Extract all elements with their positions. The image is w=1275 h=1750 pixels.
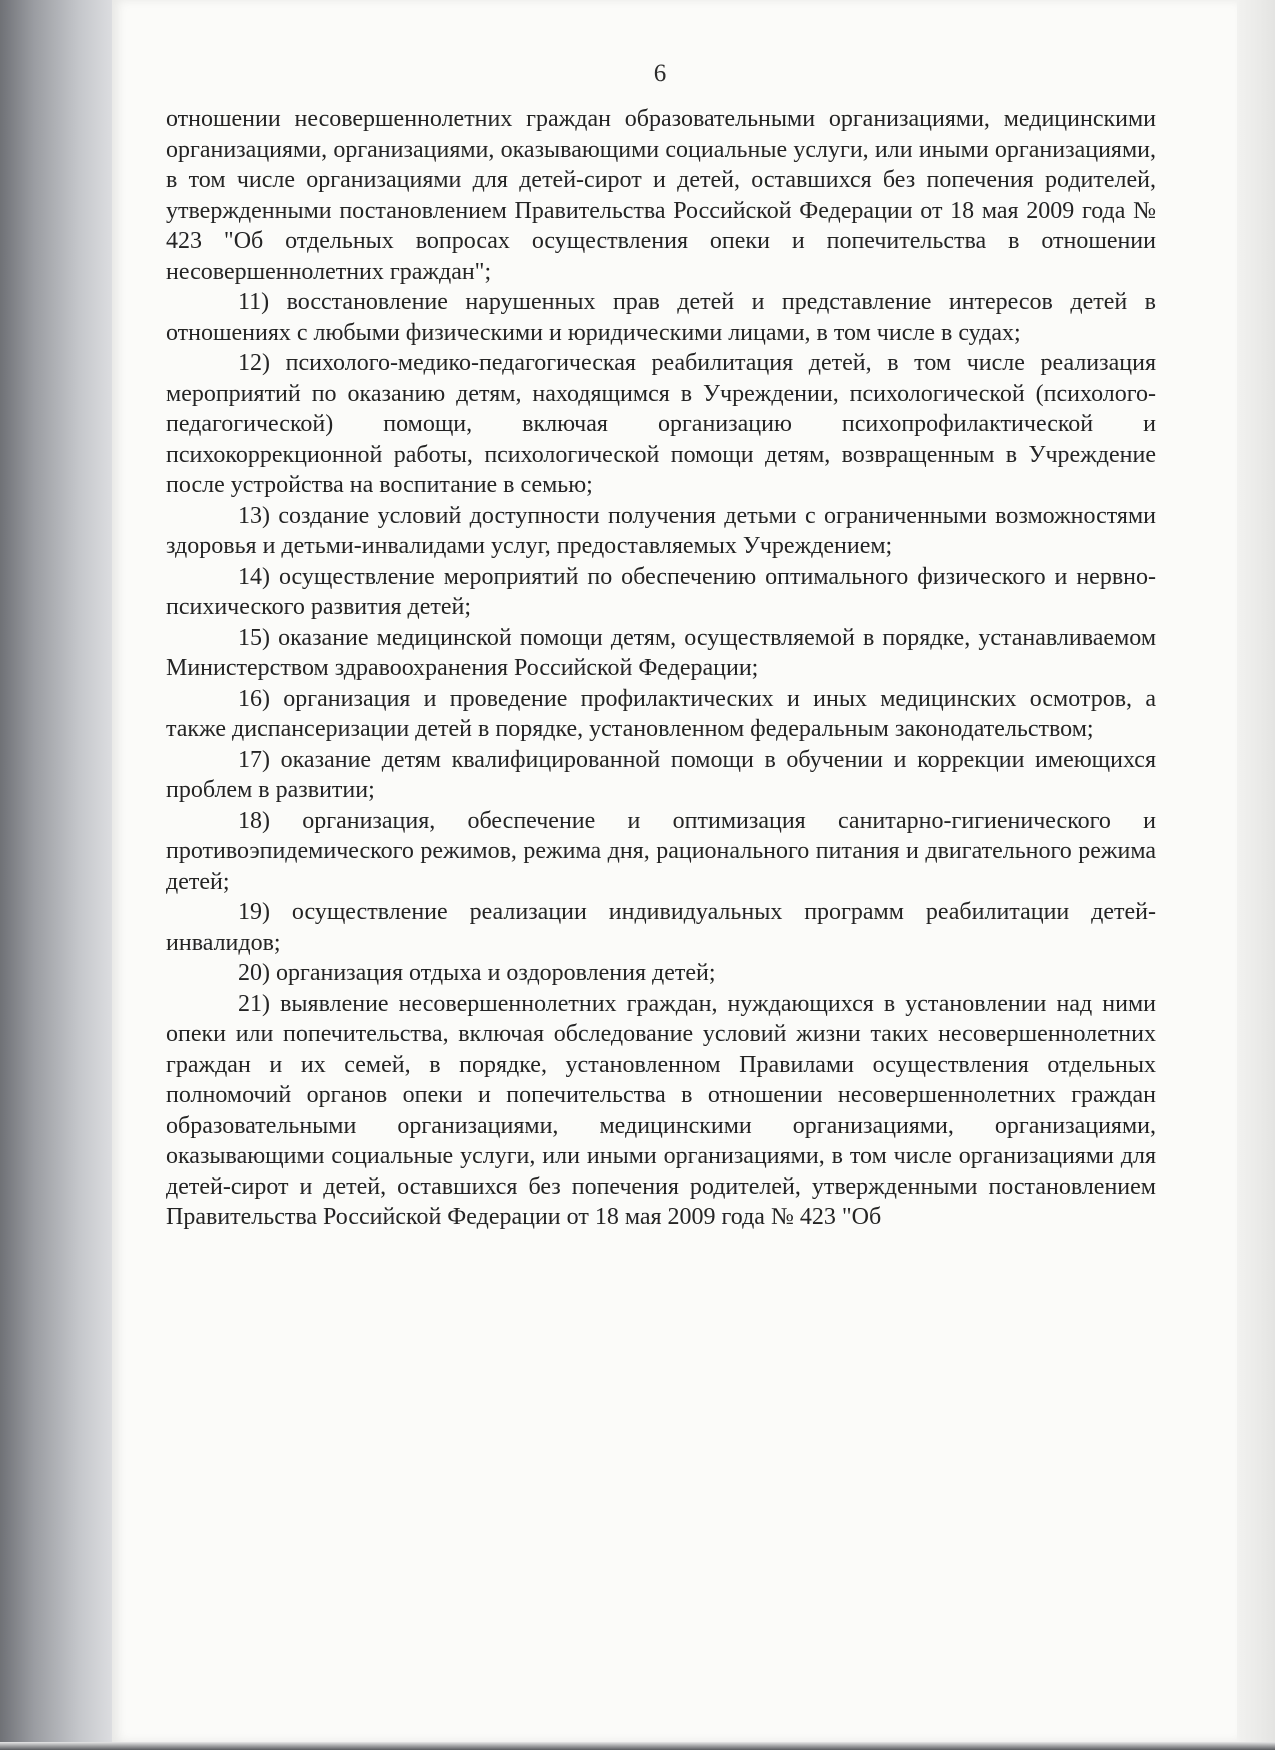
paragraph-item-16: 16) организация и проведение профилактических и иных медицинских осмотров, а также диспансеризации детей в порядке, установленном федеральным законодательством; — [166, 685, 1156, 742]
paragraph-item-14: 14) осуществление мероприятий по обеспечению оптимального физического и нервно-психического развития детей; — [166, 563, 1156, 620]
paragraph-item-21: 21) выявление несовершеннолетних граждан, нуждающихся в установлении над ними опеки или попечительства, включая обследование условий жизни таких несовершеннолетних граждан и их семей, в порядке, установленном Правилами осуществления отдельных полномочий органов опеки и попечительства в отношении несовершеннолетних граждан образовательными организациями, медицинскими организациями, организациями, оказывающими социальные услуги, или иными организациями, в том числе организациями для детей-сирот и детей, оставшихся без попечения родителей, утвержденными постановлением Правительства Российской Федерации от 18 мая 2009 года № 423 "Об — [166, 990, 1156, 1230]
document-body — [166, 104, 1156, 1233]
paragraph-item-17: 17) оказание детям квалифицированной помощи в обучении и коррекции имеющихся проблем в развитии; — [166, 746, 1156, 803]
paragraph-item-15: 15) оказание медицинской помощи детям, осуществляемой в порядке, устанавливаемом Министерством здравоохранения Российской Федерации; — [166, 624, 1156, 681]
paragraph-item-11: 11) восстановление нарушенных прав детей и представление интересов детей в отношениях с любыми физическими и юридическими лицами, в том числе в судах; — [166, 289, 1156, 346]
page-number: 6 — [653, 60, 667, 87]
paragraph-item-18: 18) организация, обеспечение и оптимизация санитарно-гигиенического и противоэпидемического режимов, режима дня, рационального питания и двигательного режима детей; — [166, 807, 1156, 895]
paragraph-item-20: 20) организация отдыха и оздоровления детей; — [238, 960, 716, 986]
paragraph-item-13: 13) создание условий доступности получения детьми с ограниченными возможностями здоровья и детьми-инвалидами услуг, предоставляемых Учреждением; — [166, 502, 1156, 559]
scan-margin-right — [1237, 0, 1275, 1750]
paragraph-item-12: 12) психолого-медико-педагогическая реабилитация детей, в том числе реализация мероприятий по оказанию детям, находящимся в Учреждении, психологической (психолого-педагогической) помощи, включая организацию психопрофилактической и психокоррекционной работы, психологической помощи детям, возвращенным в Учреждение после устройства на воспитание в семью; — [166, 350, 1156, 498]
paragraph-item-19: 19) осуществление реализации индивидуальных программ реабилитации детей-инвалидов; — [166, 899, 1156, 956]
scan-shadow-left — [0, 0, 112, 1750]
paragraph-continuation: отношении несовершеннолетних граждан образовательными организациями, медицинскими организациями, организациями, оказывающими социальные услуги, или иными организациями, в том числе организациями для детей-сирот и детей, оставшихся без попечения родителей, утвержденными постановлением Правительства Российской Федерации от 18 мая 2009 года № 423 "Об отдельных вопросах осуществления опеки и попечительства в отношении несовершеннолетних граждан"; — [166, 106, 1156, 285]
scan-shadow-bottom — [0, 1742, 1275, 1750]
